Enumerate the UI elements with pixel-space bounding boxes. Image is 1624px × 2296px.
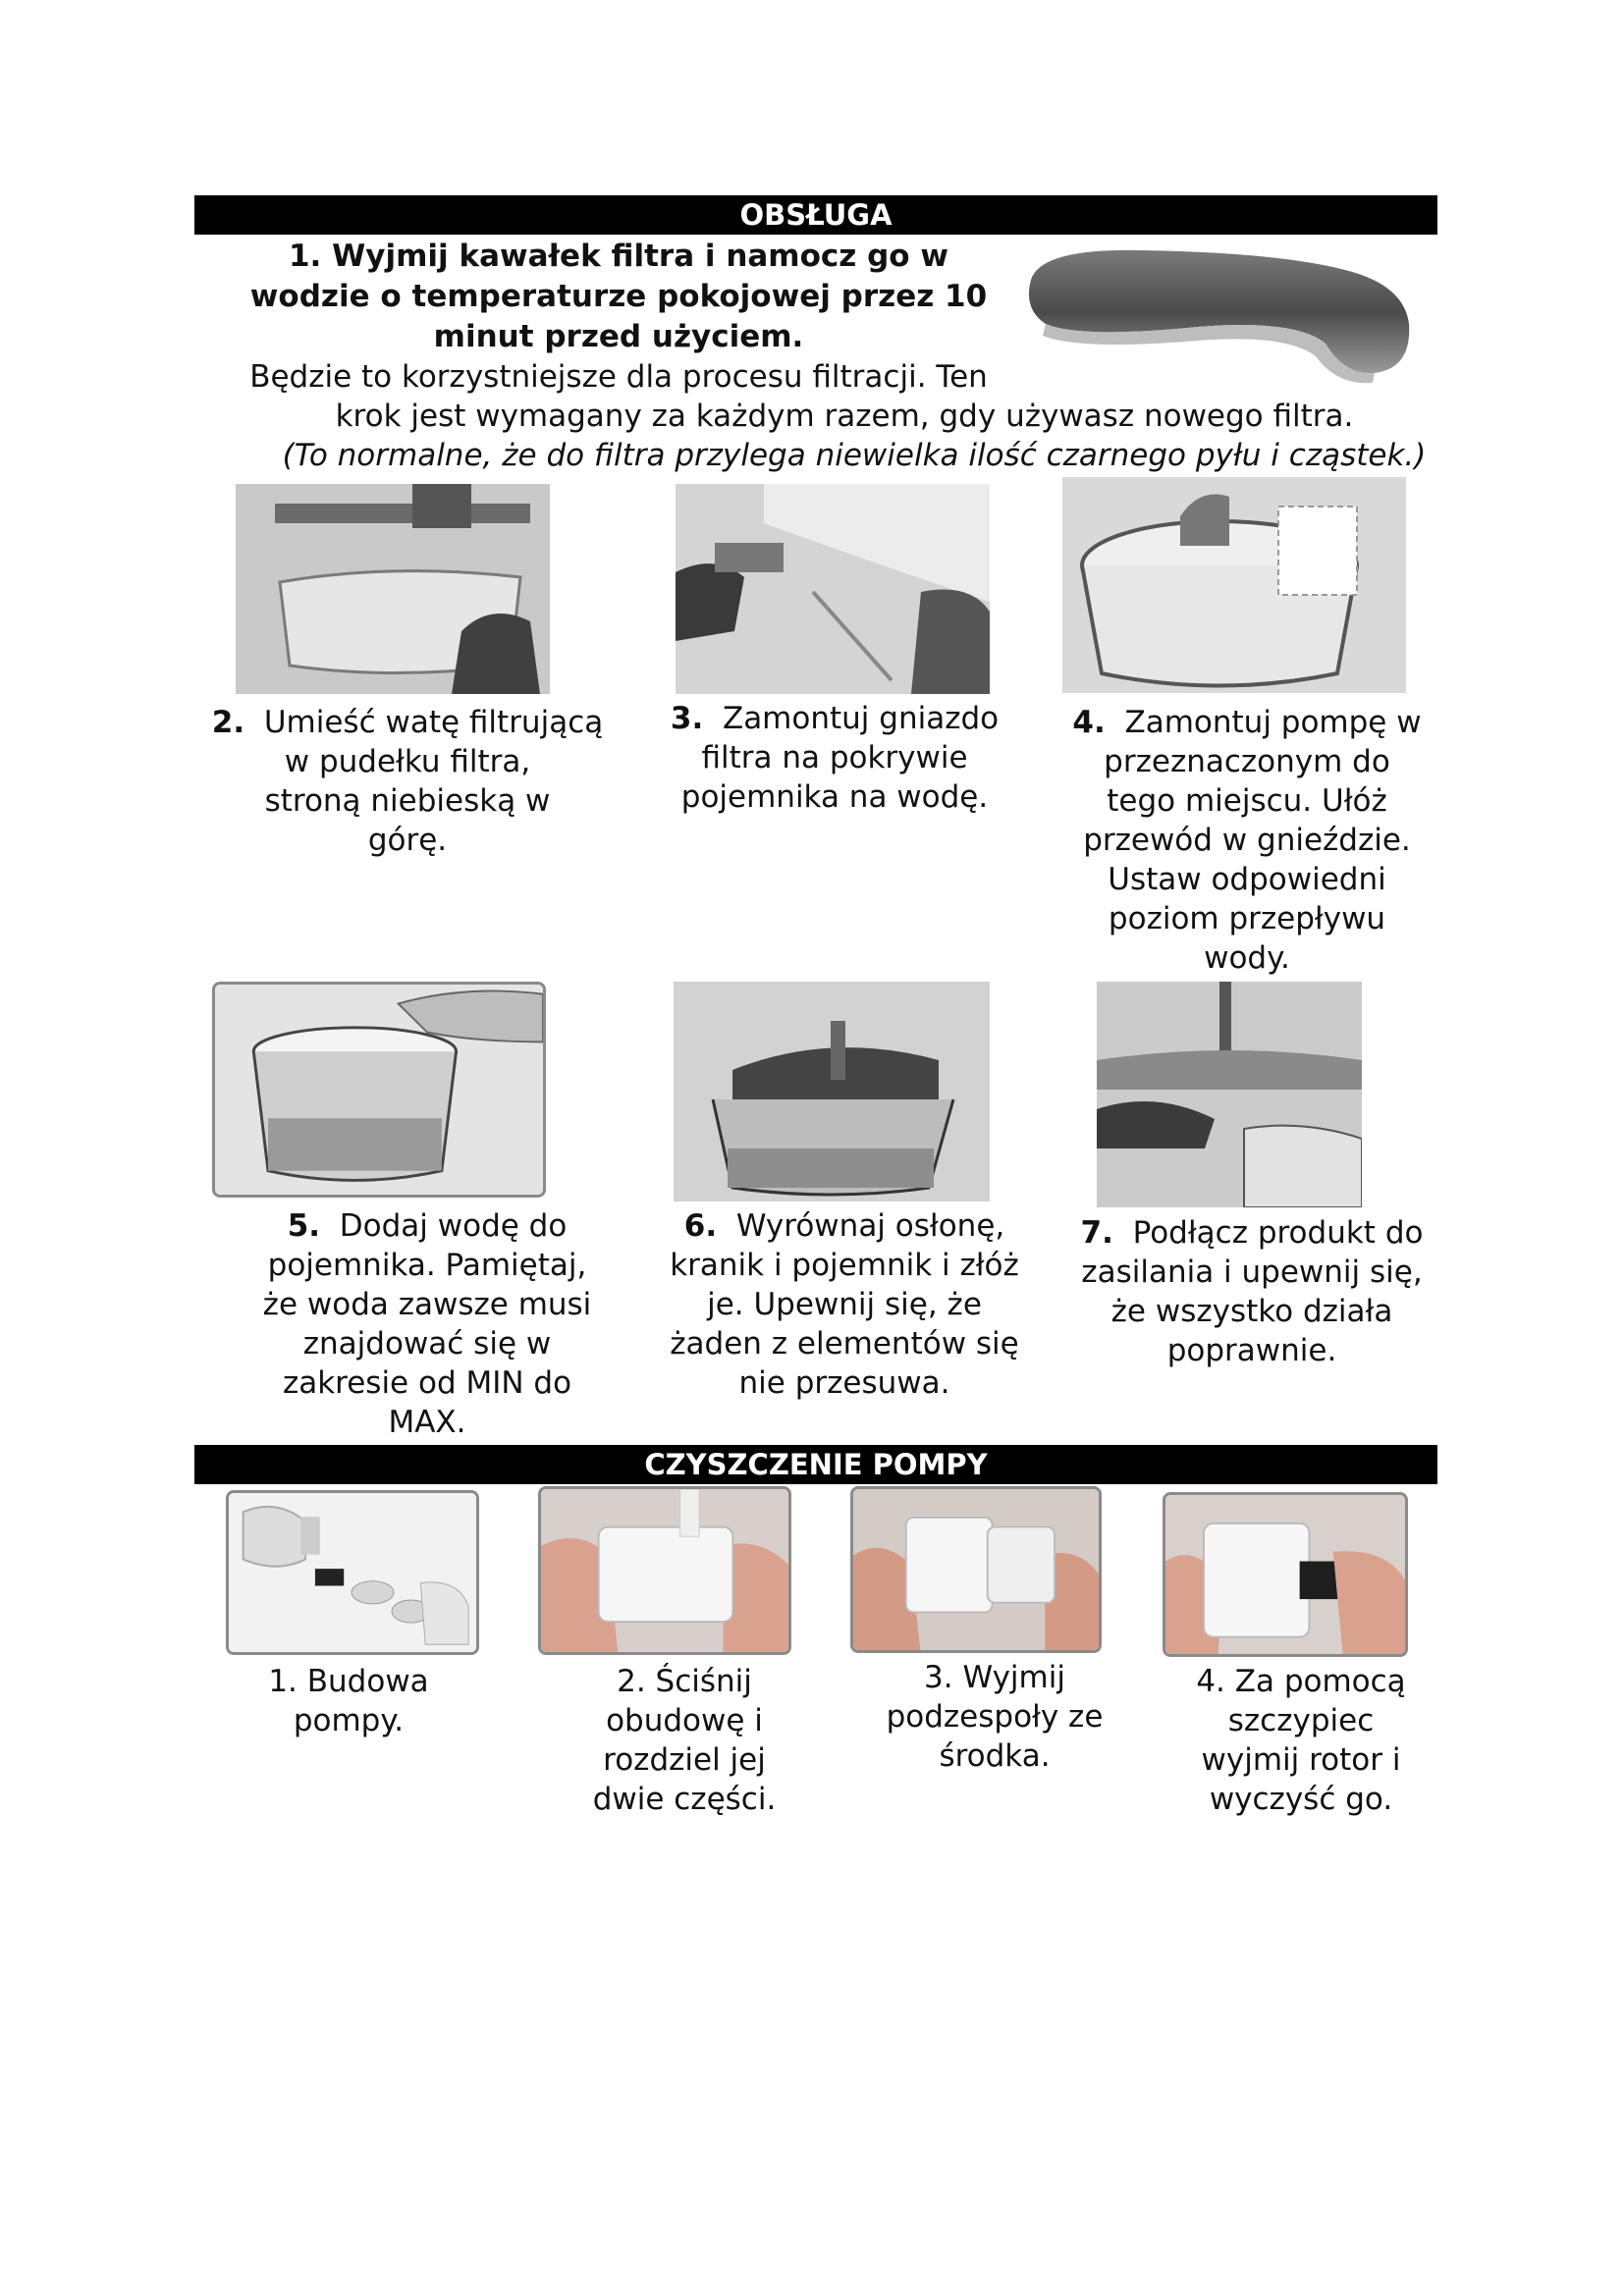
pump-step3-caption: 3. Wyjmij podzespoły ze środka. [886, 1660, 1104, 1774]
section-header-operation: OBSŁUGA [194, 195, 1437, 235]
step1-title-line1: 1. Wyjmij kawałek filtra i namocz go w [288, 239, 949, 274]
step7-caption: 7. Podłącz produkt do zasilania i upewnij się, że wszystko działa poprawnie. [1080, 1215, 1424, 1368]
step2-caption: 2. Umieść watę filtrującą w pudełku filtra, stroną niebieską w górę. [211, 705, 604, 858]
section-header-pump-cleaning: CZYSZCZENIE POMPY [194, 1445, 1437, 1484]
step2-photo [236, 484, 550, 694]
pump-step2-photo [538, 1486, 791, 1655]
step5-caption: 5. Dodaj wodę do pojemnika. Pamiętaj, że woda zawsze musi znajdować się w zakresie od MIN do MAX. [262, 1208, 592, 1440]
step3-caption: 3. Zamontuj gniazdo filtra na pokrywie pojemnika na wodę. [670, 701, 1000, 815]
filter-sponge-image [1021, 240, 1414, 388]
step6-caption: 6. Wyrównaj osłonę, kranik i pojemnik i złóż je. Upewnij się, że żaden z elementów się nie przesuwa. [670, 1208, 1019, 1401]
step7-photo [1097, 982, 1362, 1207]
pump-step1-caption: 1. Budowa pompy. [268, 1664, 429, 1738]
pump-step1-photo [226, 1490, 479, 1655]
step5-photo [212, 982, 546, 1198]
pump-step2-caption: 2. Ściśnij obudowę i rozdziel jej dwie części. [592, 1664, 777, 1817]
step1-title-line3: minut przed użyciem. [433, 319, 804, 354]
pump-step3-photo [850, 1486, 1102, 1653]
step6-photo [674, 982, 990, 1201]
step3-photo [676, 484, 990, 694]
pump-step4-photo [1163, 1492, 1408, 1657]
step4-photo [1062, 477, 1406, 693]
step1-text-line1: Będzie to korzystniejsze dla procesu filtracji. Ten [249, 359, 988, 395]
step1-title-line2: wodzie o temperaturze pokojowej przez 10 [249, 279, 988, 314]
step4-caption: 4. Zamontuj pompę w przeznaczonym do tego miejscu. Ułóż przewód w gnieździe. Ustaw odpowiedni poziom przepływu wody. [1072, 705, 1422, 976]
step1-text-line2: krok jest wymagany za każdym razem, gdy używasz nowego filtra. [335, 399, 1354, 434]
step1-note: (To normalne, że do filtra przylega niewielka ilość czarnego pyłu i cząstek.) [282, 438, 1427, 473]
pump-step4-caption: 4. Za pomocą szczypiec wyjmij rotor i wyczyść go. [1196, 1664, 1406, 1817]
